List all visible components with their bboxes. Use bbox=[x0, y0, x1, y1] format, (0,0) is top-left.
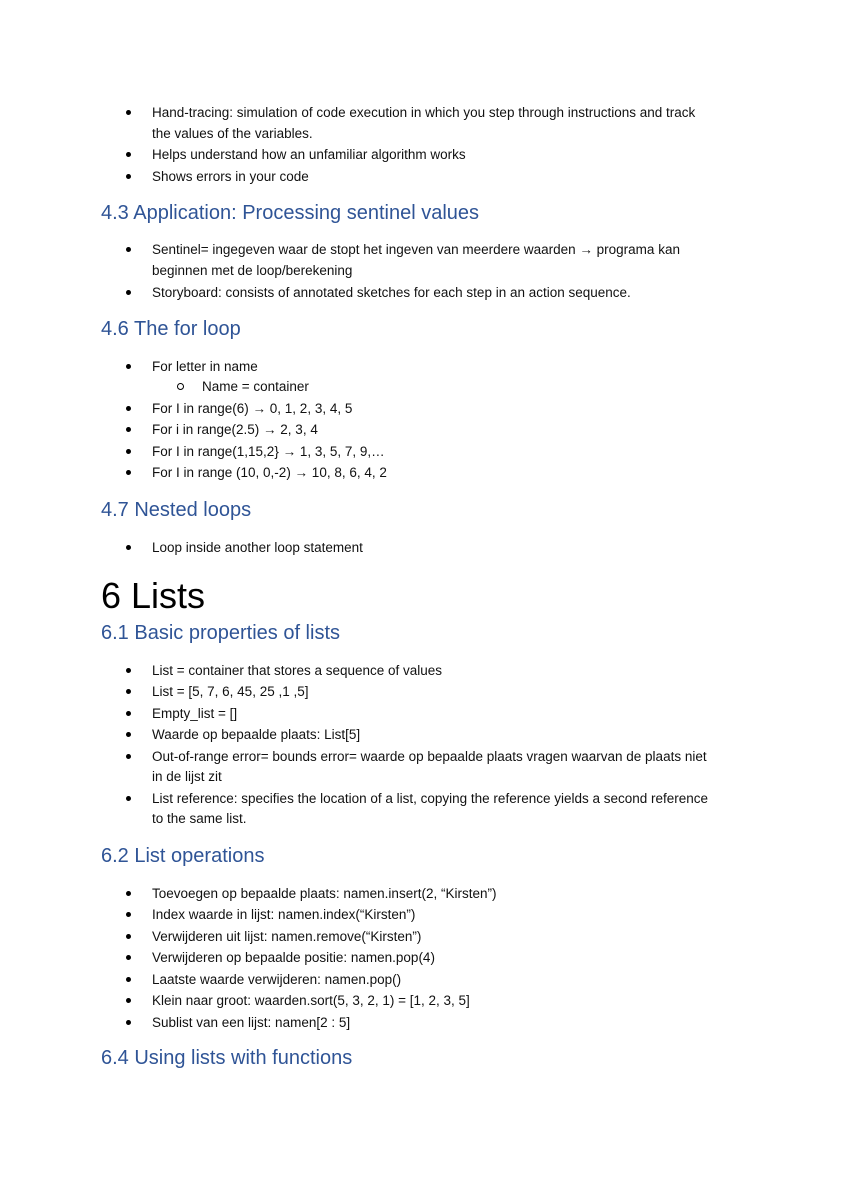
sub-list-item bbox=[202, 376, 802, 397]
list-item-text: List reference: specifies the location of a list, copying the reference yields a second reference bbox=[152, 791, 709, 806]
list-item-text: Waarde op bepaalde plaats: List[5] bbox=[152, 727, 361, 742]
list-item bbox=[152, 788, 752, 809]
list-item bbox=[152, 681, 752, 702]
section-heading: 6.1 Basic properties of lists bbox=[101, 622, 340, 644]
list-item-text: For I in range (10, 0,-2) → 10, 8, 6, 4, 2 bbox=[152, 465, 387, 480]
section-heading: 4.3 Application: Processing sentinel values bbox=[101, 202, 480, 224]
chapter-title: 6 Lists bbox=[101, 575, 206, 616]
list-item bbox=[152, 947, 752, 968]
section-heading: 6.4 Using lists with functions bbox=[101, 1047, 353, 1069]
list-item-text: Toevoegen op bepaalde plaats: namen.insert(2, “Kirsten”) bbox=[152, 886, 497, 901]
list-item-text: Name = container bbox=[202, 379, 309, 394]
list-item bbox=[152, 239, 752, 260]
section-heading: 4.7 Nested loops bbox=[101, 499, 252, 521]
list-item bbox=[152, 166, 752, 187]
list-item bbox=[152, 282, 752, 303]
list-item-text: Loop inside another loop statement bbox=[152, 540, 363, 555]
list-item-continuation bbox=[152, 766, 752, 787]
list-item bbox=[152, 990, 752, 1011]
list-item-continuation bbox=[152, 260, 752, 281]
list-item bbox=[152, 1012, 752, 1033]
list-item bbox=[152, 746, 752, 767]
list-item-text: Index waarde in lijst: namen.index(“Kirsten”) bbox=[152, 907, 416, 922]
list-item-text: Sentinel= ingegeven waar de stopt het ingeven van meerdere waarden → programa kan bbox=[152, 242, 680, 257]
list-item-text: List = [5, 7, 6, 45, 25 ,1 ,5] bbox=[152, 684, 309, 699]
list-item bbox=[152, 537, 752, 558]
list-item-text: Laatste waarde verwijderen: namen.pop() bbox=[152, 972, 402, 987]
list-item-text: Verwijderen op bepaalde positie: namen.pop(4) bbox=[152, 950, 435, 965]
list-item bbox=[152, 144, 752, 165]
list-item bbox=[152, 703, 752, 724]
list-item-text: Out-of-range error= bounds error= waarde op bepaalde plaats vragen waarvan de plaats niet bbox=[152, 749, 707, 764]
list-item-continuation bbox=[152, 808, 752, 829]
list-item-text: Verwijderen uit lijst: namen.remove(“Kirsten”) bbox=[152, 929, 422, 944]
list-item-text: For i in range(2.5) → 2, 3, 4 bbox=[152, 422, 318, 437]
list-item-text: in de lijst zit bbox=[152, 769, 222, 784]
list-item-continuation bbox=[152, 123, 752, 144]
list-item-text: beginnen met de loop/berekening bbox=[152, 263, 353, 278]
list-item bbox=[152, 969, 752, 990]
list-item-text: For I in range(1,15,2} → 1, 3, 5, 7, 9,… bbox=[152, 444, 385, 459]
list-item bbox=[152, 398, 752, 419]
list-item bbox=[152, 724, 752, 745]
list-item-text: List = container that stores a sequence of values bbox=[152, 663, 443, 678]
list-item-text: Shows errors in your code bbox=[152, 169, 309, 184]
list-item bbox=[152, 462, 752, 483]
section-heading: 6.2 List operations bbox=[101, 845, 265, 867]
list-item bbox=[152, 926, 752, 947]
list-item bbox=[152, 441, 752, 462]
list-item-text: For letter in name bbox=[152, 359, 258, 374]
list-item-text: Storyboard: consists of annotated sketches for each step in an action sequence. bbox=[152, 285, 631, 300]
list-item bbox=[152, 660, 752, 681]
list-item-text: the values of the variables. bbox=[152, 126, 313, 141]
list-item-text: Klein naar groot: waarden.sort(5, 3, 2, 1) = [1, 2, 3, 5] bbox=[152, 993, 470, 1008]
list-item-text: Helps understand how an unfamiliar algorithm works bbox=[152, 147, 466, 162]
list-item-text: Sublist van een lijst: namen[2 : 5] bbox=[152, 1015, 351, 1030]
list-item-text: For I in range(6) → 0, 1, 2, 3, 4, 5 bbox=[152, 401, 353, 416]
list-item bbox=[152, 102, 752, 123]
list-item bbox=[152, 419, 752, 440]
list-item bbox=[152, 904, 752, 925]
list-item bbox=[152, 883, 752, 904]
section-heading: 4.6 The for loop bbox=[101, 318, 241, 340]
list-item-text: Hand-tracing: simulation of code execution in which you step through instructions and track bbox=[152, 105, 696, 120]
list-item-text: to the same list. bbox=[152, 811, 247, 826]
list-item bbox=[152, 356, 752, 377]
list-item-text: Empty_list = [] bbox=[152, 706, 238, 721]
